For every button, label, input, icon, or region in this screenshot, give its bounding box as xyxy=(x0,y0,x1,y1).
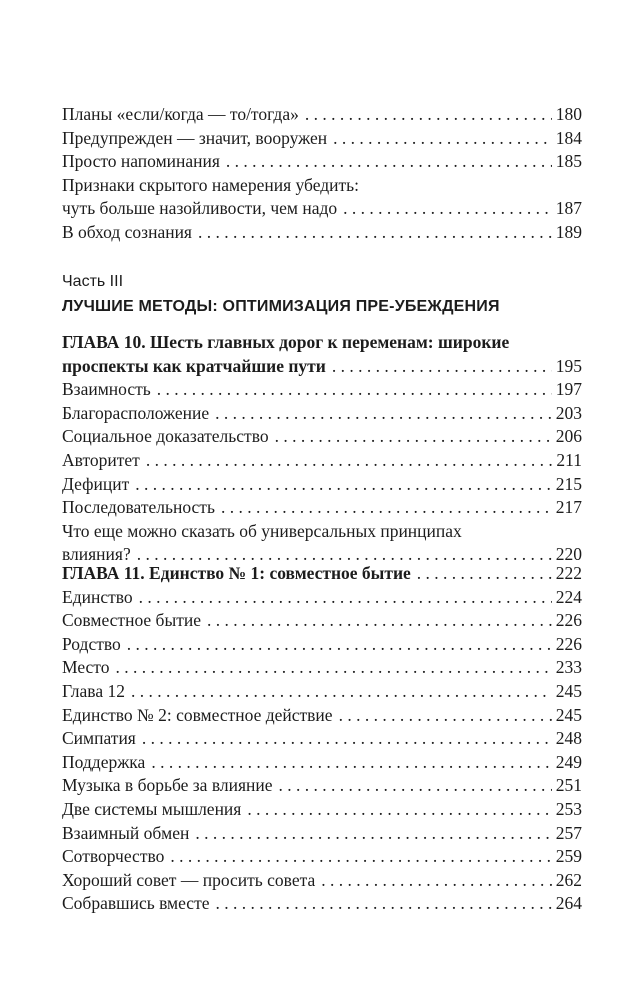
toc-entry-page: 203 xyxy=(555,402,582,423)
toc-section-top xyxy=(62,103,582,245)
part-title: ЛУЧШИЕ МЕТОДЫ: ОПТИМИЗАЦИЯ ПРЕ-УБЕЖДЕНИЯ xyxy=(62,298,500,315)
toc-entry-page: 248 xyxy=(555,728,582,749)
toc-entry-title: Предупрежден — значит, вооружен xyxy=(62,127,328,148)
toc-entry[interactable] xyxy=(62,174,582,221)
toc-entry[interactable] xyxy=(62,751,582,775)
toc-entry-page: 211 xyxy=(556,449,582,470)
chapter-page: 222 xyxy=(555,563,582,583)
toc-entry-page: 217 xyxy=(555,497,582,518)
toc-entry-title-line1: Что еще можно сказать об универсальных принципах xyxy=(62,520,462,541)
toc-entry-page: 259 xyxy=(555,846,582,867)
part-label: Часть III xyxy=(62,273,124,290)
toc-entry-title: Совместное бытие xyxy=(62,610,201,631)
toc-chapter-10 xyxy=(62,331,582,567)
toc-entry[interactable] xyxy=(62,586,582,610)
toc-entry[interactable] xyxy=(62,103,582,127)
toc-entry-page: 245 xyxy=(555,704,582,725)
toc-entry[interactable] xyxy=(62,449,582,473)
toc-entry-title: Музыка в борьбе за влияние xyxy=(62,775,273,796)
toc-entry-page: 197 xyxy=(555,379,582,400)
toc-entry-title: Поддержка xyxy=(62,751,146,772)
toc-entry-title: Собравшись вместе xyxy=(62,893,210,914)
toc-entry[interactable] xyxy=(62,845,582,869)
toc-entry[interactable] xyxy=(62,150,582,174)
toc-entry-title: Две системы мышления xyxy=(62,798,242,819)
toc-entry-title-line1: Признаки скрытого намерения убедить: xyxy=(62,174,359,195)
toc-entry[interactable] xyxy=(62,496,582,520)
toc-entry[interactable] xyxy=(62,473,582,497)
toc-entry-page: 220 xyxy=(555,544,582,565)
toc-entry-page: 249 xyxy=(555,751,582,772)
chapter-page: 195 xyxy=(555,355,582,376)
toc-entry[interactable] xyxy=(62,127,582,151)
toc-entry[interactable] xyxy=(62,798,582,822)
toc-entry-title: Последовательность xyxy=(62,497,215,518)
toc-entry-title: Дефицит xyxy=(62,473,130,494)
toc-entry-page: 184 xyxy=(555,127,582,148)
toc-entry[interactable] xyxy=(62,402,582,426)
toc-entry[interactable] xyxy=(62,378,582,402)
toc-entry-title: В обход сознания xyxy=(62,221,192,242)
toc-entry[interactable] xyxy=(62,633,582,657)
toc-entry[interactable] xyxy=(62,892,582,916)
toc-entry[interactable] xyxy=(62,425,582,449)
toc-entry[interactable] xyxy=(62,609,582,633)
toc-entry-title: Взаимный обмен xyxy=(62,822,190,843)
chapter-heading-line1: ГЛАВА 10. Шесть главных дорог к переменам: широкие xyxy=(62,332,510,352)
toc-chapter-11 xyxy=(62,562,582,916)
toc-entry-page: 262 xyxy=(555,869,582,890)
toc-entry-title: Просто напоминания xyxy=(62,151,220,172)
toc-entry-page: 245 xyxy=(555,680,582,701)
toc-entry-page: 226 xyxy=(555,633,582,654)
toc-entry-page: 233 xyxy=(555,657,582,678)
toc-entry[interactable] xyxy=(62,704,582,728)
toc-entry[interactable] xyxy=(62,774,582,798)
toc-entry-page: 187 xyxy=(555,198,582,219)
toc-entry[interactable] xyxy=(62,656,582,680)
toc-entry-title: Взаимность xyxy=(62,379,151,400)
toc-entry-title: Родство xyxy=(62,633,121,654)
toc-entry-title: Единство xyxy=(62,586,133,607)
toc-entry-page: 206 xyxy=(555,426,582,447)
toc-entry-page: 215 xyxy=(555,473,582,494)
toc-entry[interactable] xyxy=(62,520,582,567)
toc-entry-title: Авторитет xyxy=(62,449,140,470)
toc-entry-title: Симпатия xyxy=(62,728,136,749)
chapter-heading[interactable] xyxy=(62,331,582,378)
toc-entry-title: Глава 12 xyxy=(62,680,125,701)
toc-entry-page: 257 xyxy=(555,822,582,843)
chapter-heading[interactable] xyxy=(62,562,582,586)
toc-entry-page: 226 xyxy=(555,610,582,631)
toc-entry-page: 224 xyxy=(555,586,582,607)
toc-entry[interactable] xyxy=(62,869,582,893)
toc-entry[interactable] xyxy=(62,680,582,704)
toc-entry-title: Единство № 2: совместное действие xyxy=(62,704,333,725)
toc-entry-title: Сотворчество xyxy=(62,846,165,867)
toc-entry-title: влияния? xyxy=(62,544,131,565)
chapter-heading-line1: ГЛАВА 11. Единство № 1: совместное бытие xyxy=(62,563,411,583)
toc-entry[interactable] xyxy=(62,221,582,245)
toc-entry-page: 251 xyxy=(555,775,582,796)
toc-entry-title: Социальное доказательство xyxy=(62,426,269,447)
toc-entry-page: 253 xyxy=(555,798,582,819)
toc-entry-page: 180 xyxy=(555,104,582,124)
toc-entry-page: 189 xyxy=(555,221,582,242)
toc-entry[interactable] xyxy=(62,822,582,846)
toc-entry[interactable] xyxy=(62,727,582,751)
toc-entry-title: Хороший совет — просить совета xyxy=(62,869,316,890)
toc-entry-title: Благорасположение xyxy=(62,402,210,423)
toc-entry-title: Место xyxy=(62,657,110,678)
toc-entry-title: чуть больше назойливости, чем надо xyxy=(62,198,338,219)
toc-entry-page: 264 xyxy=(555,893,582,914)
toc-entry-page: 185 xyxy=(555,151,582,172)
chapter-heading-line2: проспекты как кратчайшие пути xyxy=(62,355,326,376)
toc-entry-title: Планы «если/когда — то/тогда» xyxy=(62,104,299,124)
